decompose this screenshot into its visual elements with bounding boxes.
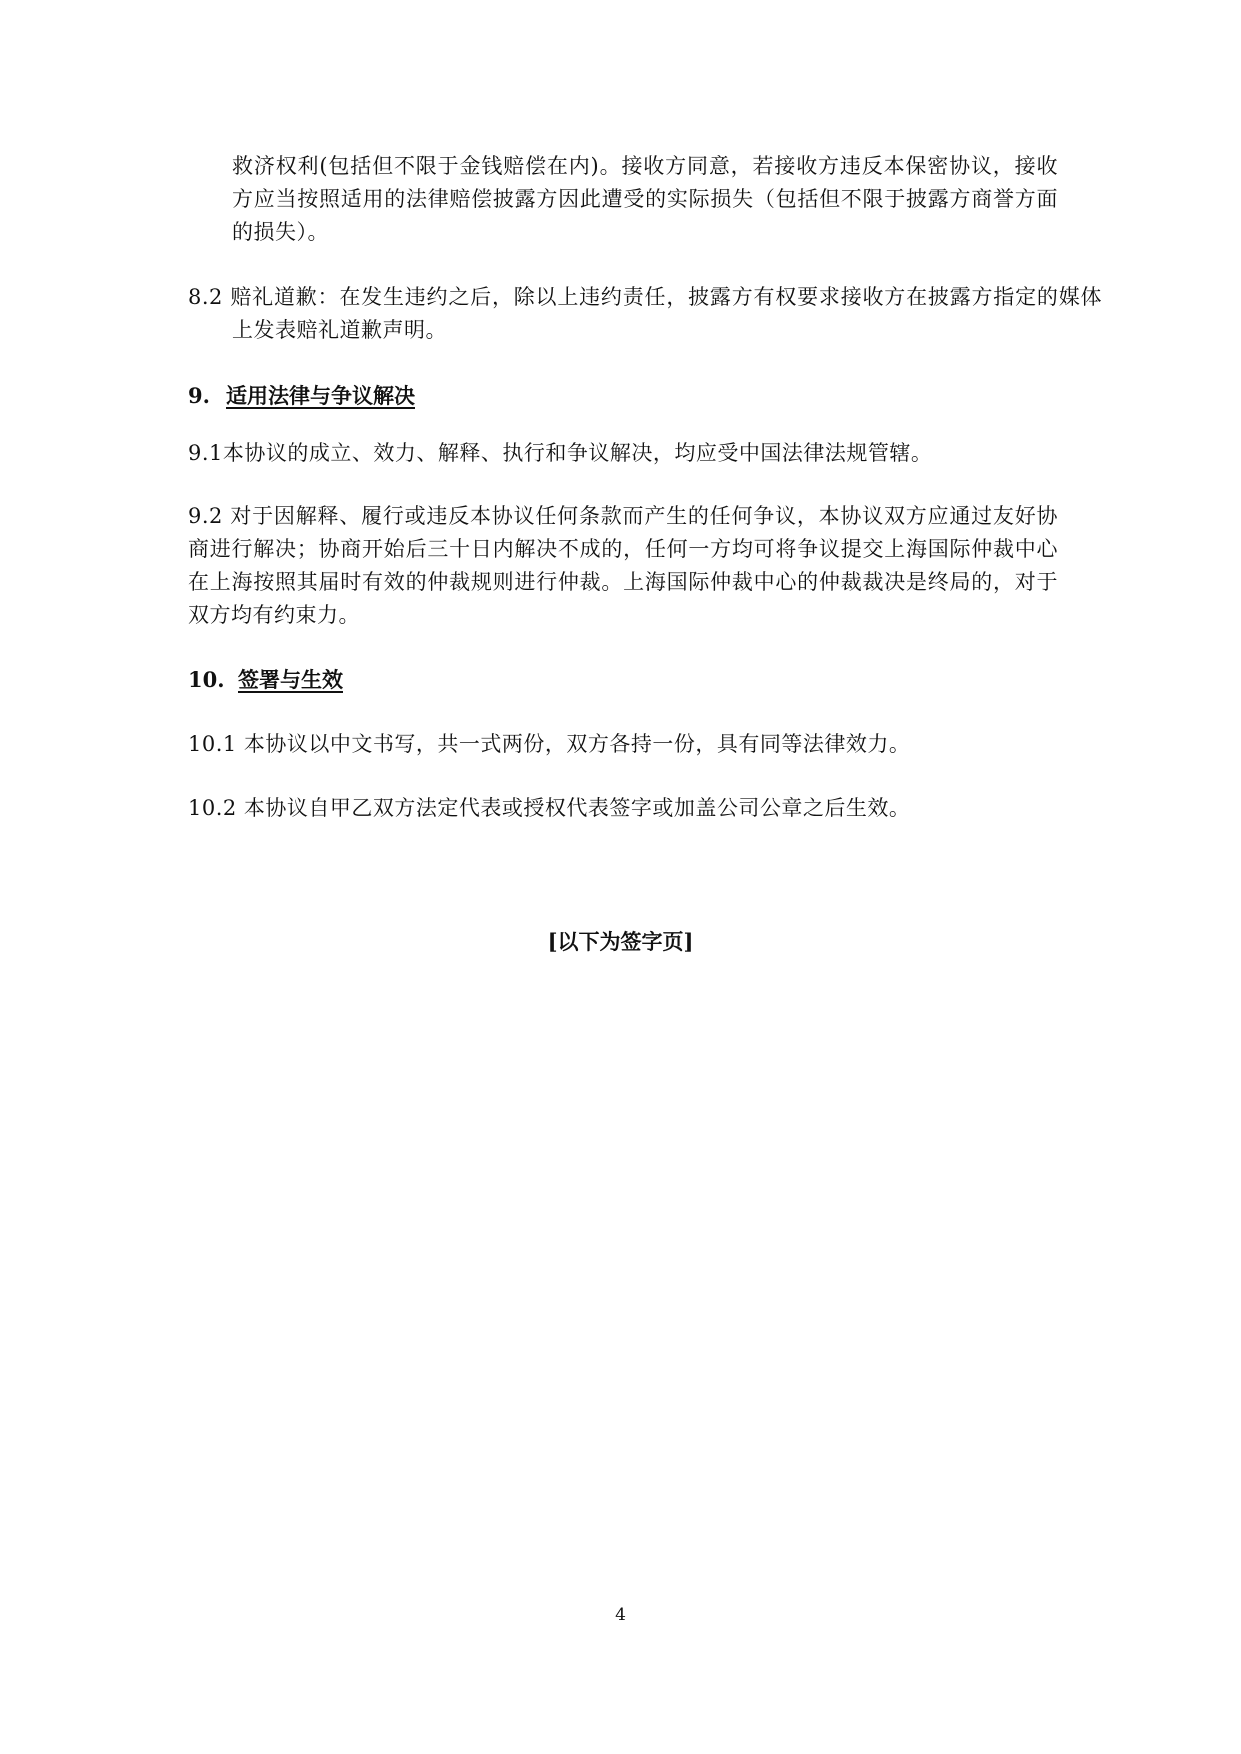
paragraph-8-2: 8.2 赔礼道歉：在发生违约之后，除以上违约责任，披露方有权要求接收方在披露方指定的媒体上发表赔礼道歉声明。	[188, 285, 1102, 342]
paragraph-8-1-continuation: 救济权利(包括但不限于金钱赔偿在内)。接收方同意，若接收方违反本保密协议，接收方应当按照适用的法律赔偿披露方因此遭受的实际损失（包括但不限于披露方商誉方面的损失）。	[232, 154, 1058, 244]
section-9-heading	[188, 379, 415, 412]
paragraph-9-2: 9.2 对于因解释、履行或违反本协议任何条款而产生的任何争议，本协议双方应通过友好协商进行解决；协商开始后三十日内解决不成的，任何一方均可将争议提交上海国际仲裁中心在上海按照其届时有效的仲裁规则进行仲裁。上海国际仲裁中心的仲裁裁决是终局的，对于双方均有约束力。	[188, 504, 1058, 627]
page-number: 4	[615, 1605, 626, 1625]
section-9-title: 适用法律与争议解决	[226, 383, 415, 408]
section-10-number: 10.	[188, 667, 225, 692]
paragraph-10-1: 10.1 本协议以中文书写，共一式两份，双方各持一份，具有同等法律效力。	[188, 732, 911, 756]
section-10-title: 签署与生效	[238, 667, 343, 692]
section-9-number: 9.	[188, 383, 210, 408]
section-10-heading	[188, 663, 343, 696]
signature-page-note: [以下为签字页]	[547, 929, 694, 954]
paragraph-10-2: 10.2 本协议自甲乙双方法定代表或授权代表签字或加盖公司公章之后生效。	[188, 796, 911, 820]
paragraph-9-1: 9.1本协议的成立、效力、解释、执行和争议解决，均应受中国法律法规管辖。	[188, 441, 933, 465]
